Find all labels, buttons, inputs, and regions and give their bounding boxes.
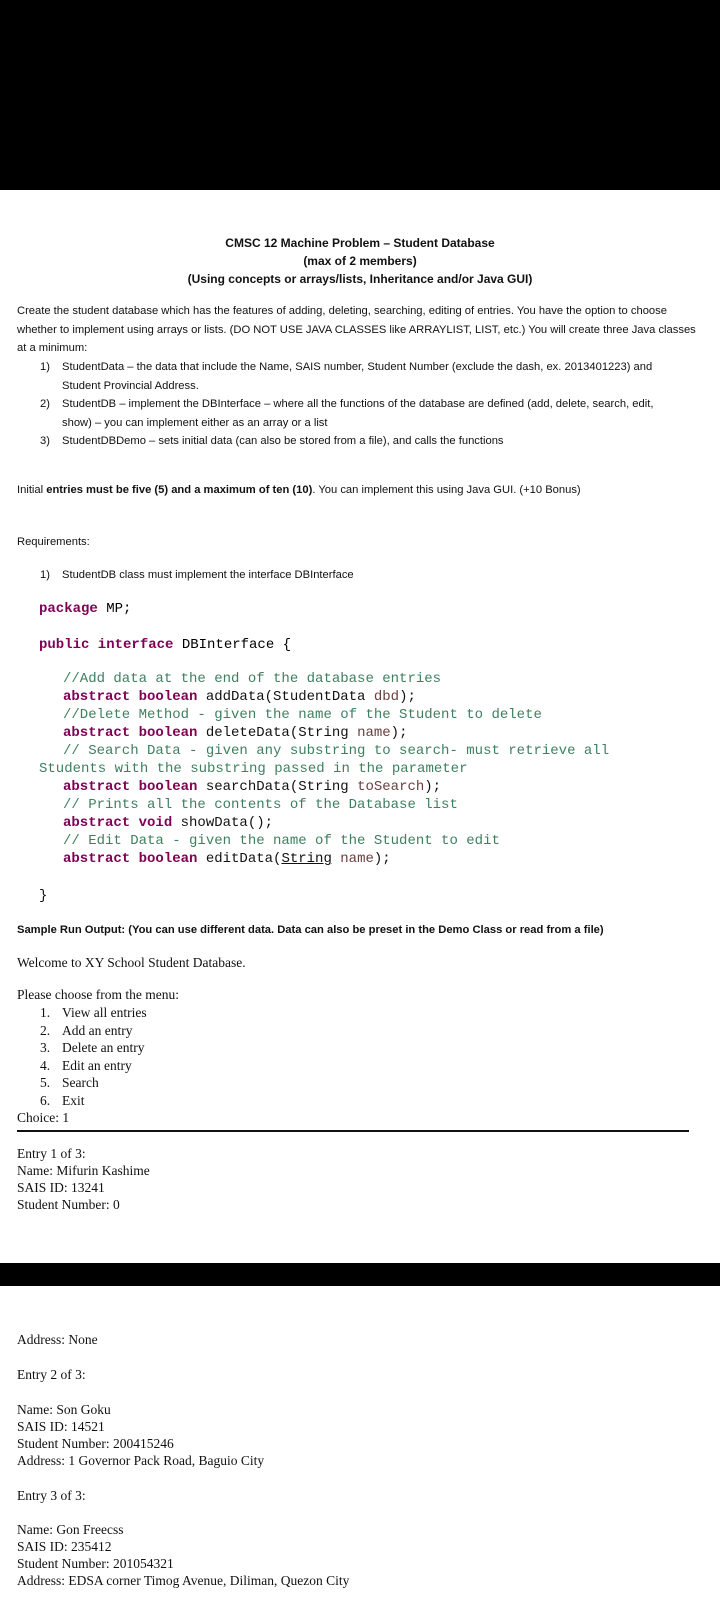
entry-sais: SAIS ID: 13241 (17, 1180, 105, 1195)
entry-student-number: Student Number: 201054321 (17, 1556, 174, 1571)
menu-list (40, 1004, 682, 1109)
menu-item: 6. Exit (40, 1092, 85, 1108)
top-black-bar (0, 0, 720, 190)
entry-2-block (17, 1401, 264, 1469)
entry-name: Name: Gon Freecss (17, 1522, 124, 1537)
package-line: package MP; (39, 601, 132, 617)
entry-1-address: Address: None (17, 1332, 98, 1347)
requirements-label: Requirements: (17, 536, 90, 548)
entry-1-block (17, 1145, 150, 1213)
middle-black-bar (0, 1263, 720, 1286)
list-number: 3) (40, 435, 50, 447)
edit-data-line: abstract boolean editData(String name); (63, 851, 391, 867)
header-concepts: (Using concepts or arrays/lists, Inheritance and/or Java GUI) (187, 272, 533, 286)
sample-run-label: Sample Run Output: (You can use different data. Data can also be preset in the Demo Class or read from a file) (17, 924, 604, 936)
header-title: CMSC 12 Machine Problem – Student Database (225, 236, 495, 250)
menu-item: 1. View all entries (40, 1005, 147, 1020)
list-number: 1) (40, 361, 50, 373)
requirements-list (40, 566, 682, 585)
horizontal-rule (17, 1130, 689, 1132)
document-header (0, 234, 720, 288)
entry-student-number: Student Number: 200415246 (17, 1436, 174, 1451)
list-text: StudentDBDemo – sets initial data (can also be stored from a file), and calls the functions (62, 435, 504, 447)
comment-delete: //Delete Method - given the name of the Student to delete (63, 707, 542, 723)
initial-prefix: Initial (17, 484, 47, 496)
list-item (40, 358, 682, 395)
entry-sais: SAIS ID: 14521 (17, 1419, 105, 1434)
entry-address: Address: 1 Governor Pack Road, Baguio City (17, 1453, 265, 1468)
list-item (40, 566, 682, 585)
entry-name: Name: Mifurin Kashime (17, 1163, 150, 1178)
comment-add: //Add data at the end of the database entries (63, 671, 442, 687)
entry-sais: SAIS ID: 235412 (17, 1539, 112, 1554)
initial-suffix: . You can implement this using Java GUI. (+10 Bonus) (312, 484, 581, 496)
interface-close-brace: } (39, 888, 48, 904)
initial-entries-note (17, 481, 581, 500)
menu-item: 4. Edit an entry (40, 1057, 132, 1073)
entry-title: Entry 1 of 3: (17, 1146, 86, 1161)
search-data-line: abstract boolean searchData(String toSearch); (63, 779, 442, 795)
list-text: StudentData – the data that include the Name, SAIS number, Student Number (exclude the dash, ex. 2013401223) and Student Provincial Address. (62, 361, 653, 392)
add-data-line: abstract boolean addData(StudentData dbd); (63, 689, 416, 705)
comment-search-2: Students with the substring passed in the parameter (39, 761, 468, 777)
menu-item: 2. Add an entry (40, 1022, 133, 1038)
show-data-line: abstract void showData(); (63, 815, 274, 831)
list-item (40, 432, 682, 451)
welcome-text: Welcome to XY School Student Database. (17, 955, 246, 970)
initial-bold: entries must be five (5) and a maximum of ten (10) (46, 484, 313, 496)
list-item (40, 395, 682, 432)
menu-item: 5. Search (40, 1075, 99, 1090)
list-text: StudentDB – implement the DBInterface – where all the functions of the database are defined (add, delete, search, edit, show) – you can implement either as an array or a list (62, 398, 654, 429)
menu-item: 3. Delete an entry (40, 1040, 145, 1055)
interface-line: public interface DBInterface { (39, 637, 292, 653)
list-number: 2) (40, 398, 50, 410)
comment-edit: // Edit Data - given the name of the Student to edit (63, 833, 500, 849)
entry-student-number: Student Number: 0 (17, 1197, 120, 1212)
intro-paragraph: Create the student database which has the features of adding, deleting, searching, editing of entries. You have the option to choose whether to implement using arrays or lists. (DO NOT USE JAVA CLASSES like ARRAYLIST, LIST, etc.) You will create three Java classes at a minimum: (17, 305, 696, 354)
entry-name: Name: Son Goku (17, 1402, 111, 1417)
menu-prompt: Please choose from the menu: (17, 987, 179, 1002)
delete-data-line: abstract boolean deleteData(String name); (63, 725, 408, 741)
class-list (40, 358, 682, 451)
entry-address: Address: EDSA corner Timog Avenue, Diliman, Quezon City (17, 1573, 350, 1588)
entry-3-block (17, 1521, 349, 1589)
header-members: (max of 2 members) (303, 254, 417, 268)
list-number: 1) (40, 569, 50, 581)
choice-text: Choice: 1 (17, 1110, 70, 1125)
entry-2-title: Entry 2 of 3: (17, 1367, 86, 1382)
list-text: StudentDB class must implement the interface DBInterface (62, 569, 354, 581)
comment-search-1: // Search Data - given any substring to search- must retrieve all (63, 743, 610, 759)
comment-show: // Prints all the contents of the Database list (63, 797, 458, 813)
entry-3-title: Entry 3 of 3: (17, 1488, 86, 1503)
